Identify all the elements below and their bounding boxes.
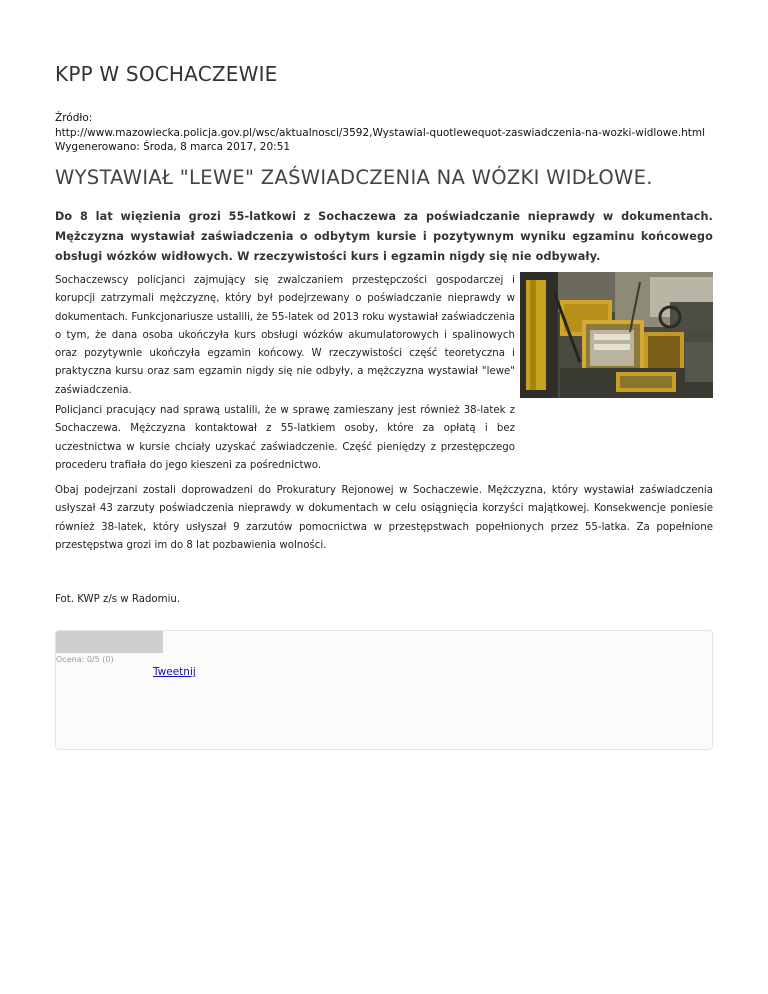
photo-credit: Fot. KWP z/s w Radomiu. <box>55 594 181 605</box>
source-url: http://www.mazowiecka.policja.gov.pl/wsc/aktualnosci/3592,Wystawial-quotlewequot-zaswiadczenia-na-wozki-widlowe.html <box>55 126 706 139</box>
article-lead: Do 8 lat więzienia grozi 55-latkowi z Sochaczewa za poświadczanie nieprawdy w dokumentach. Mężczyzna wystawiał zaświadczenia o odbytym kursie i pozytywnym wyniku egzaminu końcowego obsługi wózków widłowych. W rzeczywistości kurs i egzamin nigdy się nie odbywały. <box>55 210 713 263</box>
forklift-photo <box>520 272 713 398</box>
article-paragraph: Policjanci pracujący nad sprawą ustalili, że w sprawę zamieszany jest również 38-latek z Sochaczewa. Mężczyzna kontaktował z 55-latkiem osoby, które za opłatą i bez uczestnictwa w kursie chciały uzyskać zaświadczenie. Część pieniędzy z przestępczego procederu trafiała do jego kieszeni za pośrednictwo. <box>55 405 515 471</box>
article-paragraph: Sochaczewscy policjanci zajmujący się zwalczaniem przestępczości gospodarczej i korupcji zatrzymali mężczyznę, który był podejrzewany o poświadczanie nieprawdy w dokumentach. Funkcjonariusze ustalili, że 55-latek od 2013 roku wystawiał zaświadczenia o tym, że dana osoba ukończyła kurs obsługi wózków akumulatorowych i spalinowych oraz pozytywnie ukończyła egzamin końcowy. W rzeczywistości część teoretyczna i praktyczna kursu oraz sam egzamin nigdy się nie odbyły, a mężczyzna wystawiał "lewe" zaświadczenia. <box>55 275 515 396</box>
article-paragraph: Obaj podejrzani zostali doprowadzeni do Prokuratury Rejonowej w Sochaczewie. Mężczyzna, który wystawiał zaświadczenia usłyszał 43 zarzuty poświadczenia nieprawdy w dokumentach w celu osiągnięcia korzyści majątkowej. Konsekwencje poniesie również 38-latek, który usłyszał 9 zarzutów pomocnictwa w przestępstwach popełnionych przez 55-latka. Za popełnione przestępstwa grozi im do 8 lat pozbawienia wolności. <box>55 485 713 551</box>
rating-text: Ocena: 0/5 (0) <box>56 655 114 664</box>
rating-stars-bar[interactable] <box>56 631 163 653</box>
source-label: Źródło: <box>55 112 93 124</box>
tweet-link[interactable]: Tweetnij <box>153 666 196 678</box>
site-title: KPP W SOCHACZEWIE <box>55 62 278 86</box>
article-headline: WYSTAWIAŁ "LEWE" ZAŚWIADCZENIA NA WÓZKI WIDŁOWE. <box>55 166 653 189</box>
document-meta <box>55 111 705 155</box>
rating-panel <box>55 630 713 750</box>
generated-timestamp: Wygenerowano: Środa, 8 marca 2017, 20:51 <box>55 141 291 153</box>
forklift-photo-image <box>520 272 713 398</box>
